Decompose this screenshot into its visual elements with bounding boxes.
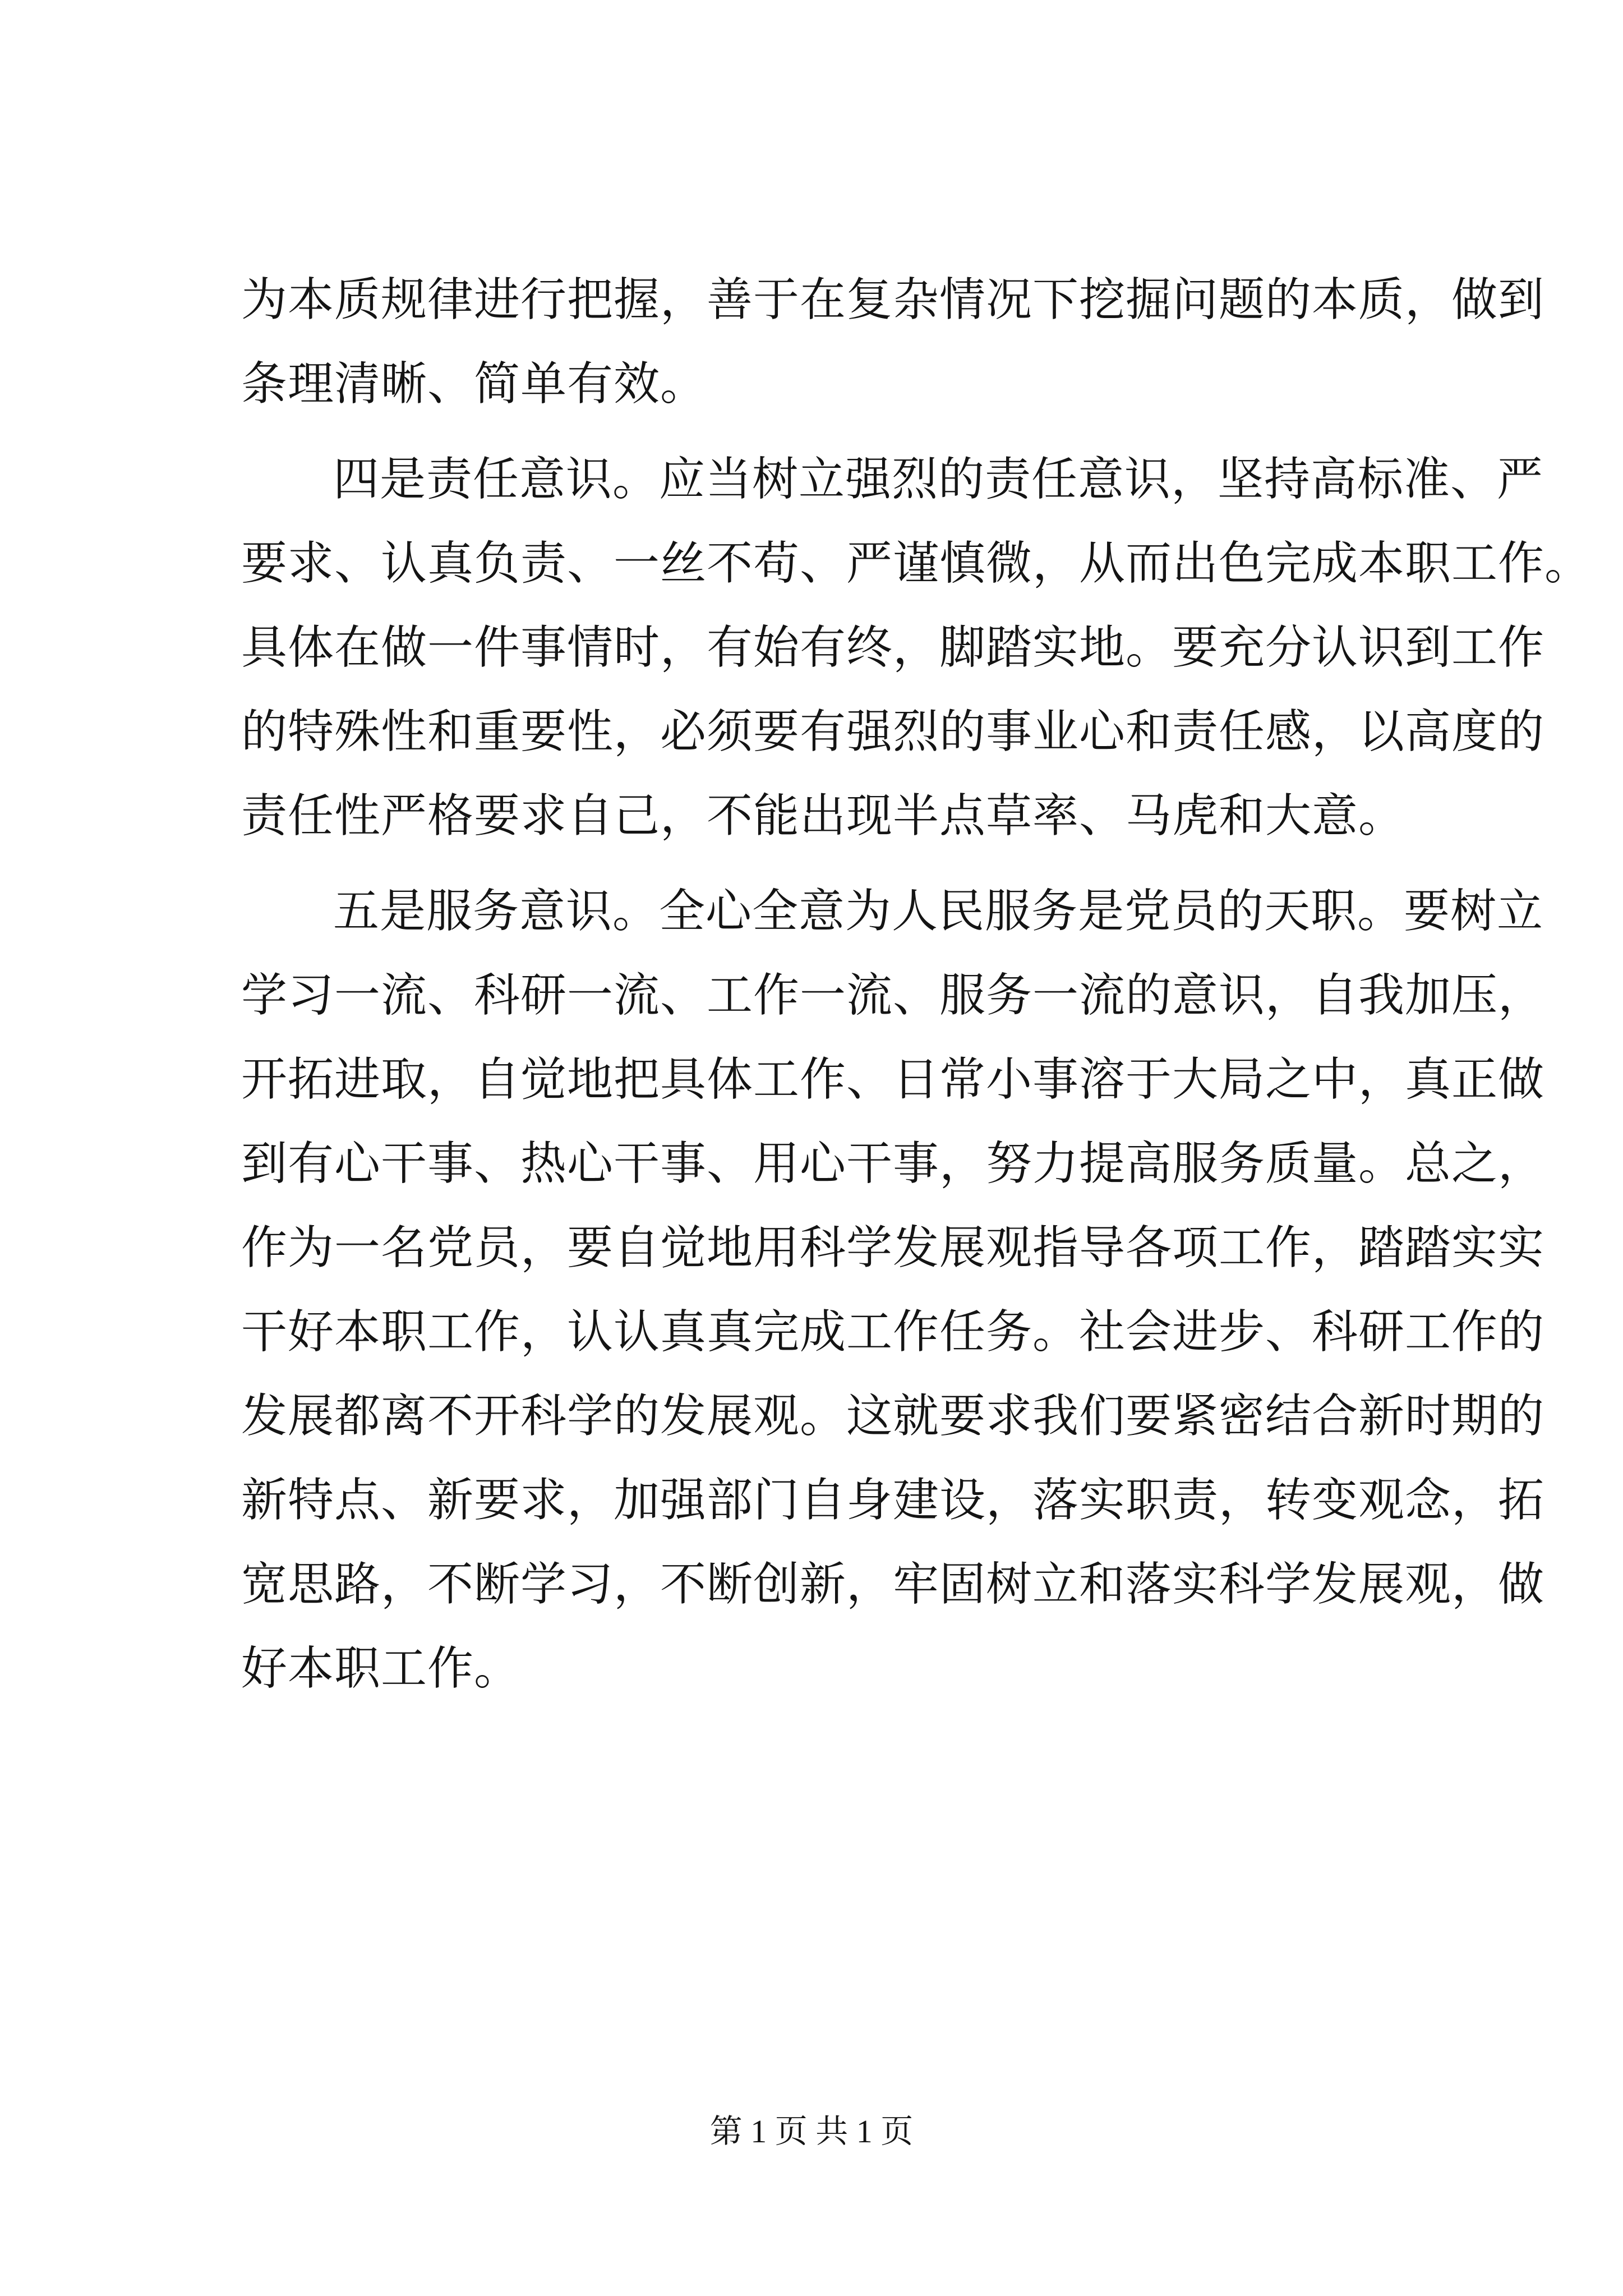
text-line: 条理清晰、简单有效。 [241, 357, 707, 411]
text-line: 发展都离不开科学的发展观。这就要求我们要紧密结合新时期的 [241, 1389, 1545, 1443]
paragraph [241, 258, 1545, 426]
text-line: 学习一流、科研一流、工作一流、服务一流的意识，自我加压， [241, 969, 1545, 1022]
text-line: 到有心干事、热心干事、用心干事，努力提高服务质量。总之， [241, 1137, 1545, 1190]
paragraph [241, 869, 1545, 1711]
text-line: 具体在做一件事情时，有始有终，脚踏实地。要充分认识到工作 [241, 621, 1545, 674]
text-line: 好本职工作。 [241, 1642, 521, 1695]
page-number-footer: 第 1 页 共 1 页 [709, 2113, 914, 2150]
text-line: 五是服务意识。全心全意为人民服务是党员的天职。要树立 [333, 885, 1544, 938]
text-line: 作为一名党员，要自觉地用科学发展观指导各项工作，踏踏实实 [241, 1221, 1545, 1274]
text-line: 干好本职工作，认认真真完成工作任务。社会进步、科研工作的 [241, 1305, 1545, 1359]
text-line: 要求、认真负责、一丝不苟、严谨慎微，从而出色完成本职工作。 [241, 537, 1592, 590]
text-line: 宽思路，不断学习，不断创新，牢固树立和落实科学发展观，做 [241, 1558, 1545, 1611]
document-body [241, 258, 1592, 1711]
text-line: 新特点、新要求，加强部门自身建设，落实职责，转变观念，拓 [241, 1474, 1545, 1527]
text-line: 开拓进取，自觉地把具体工作、日常小事溶于大局之中，真正做 [241, 1053, 1545, 1106]
text-line: 为本质规律进行把握，善于在复杂情况下挖掘问题的本质，做到 [241, 273, 1545, 326]
paragraph [241, 438, 1592, 858]
text-line: 的特殊性和重要性，必须要有强烈的事业心和责任感，以高度的 [241, 705, 1545, 758]
text-line: 责任性严格要求自己，不能出现半点草率、马虎和大意。 [241, 789, 1405, 843]
text-line: 四是责任意识。应当树立强烈的责任意识，坚持高标准、严 [333, 453, 1544, 506]
